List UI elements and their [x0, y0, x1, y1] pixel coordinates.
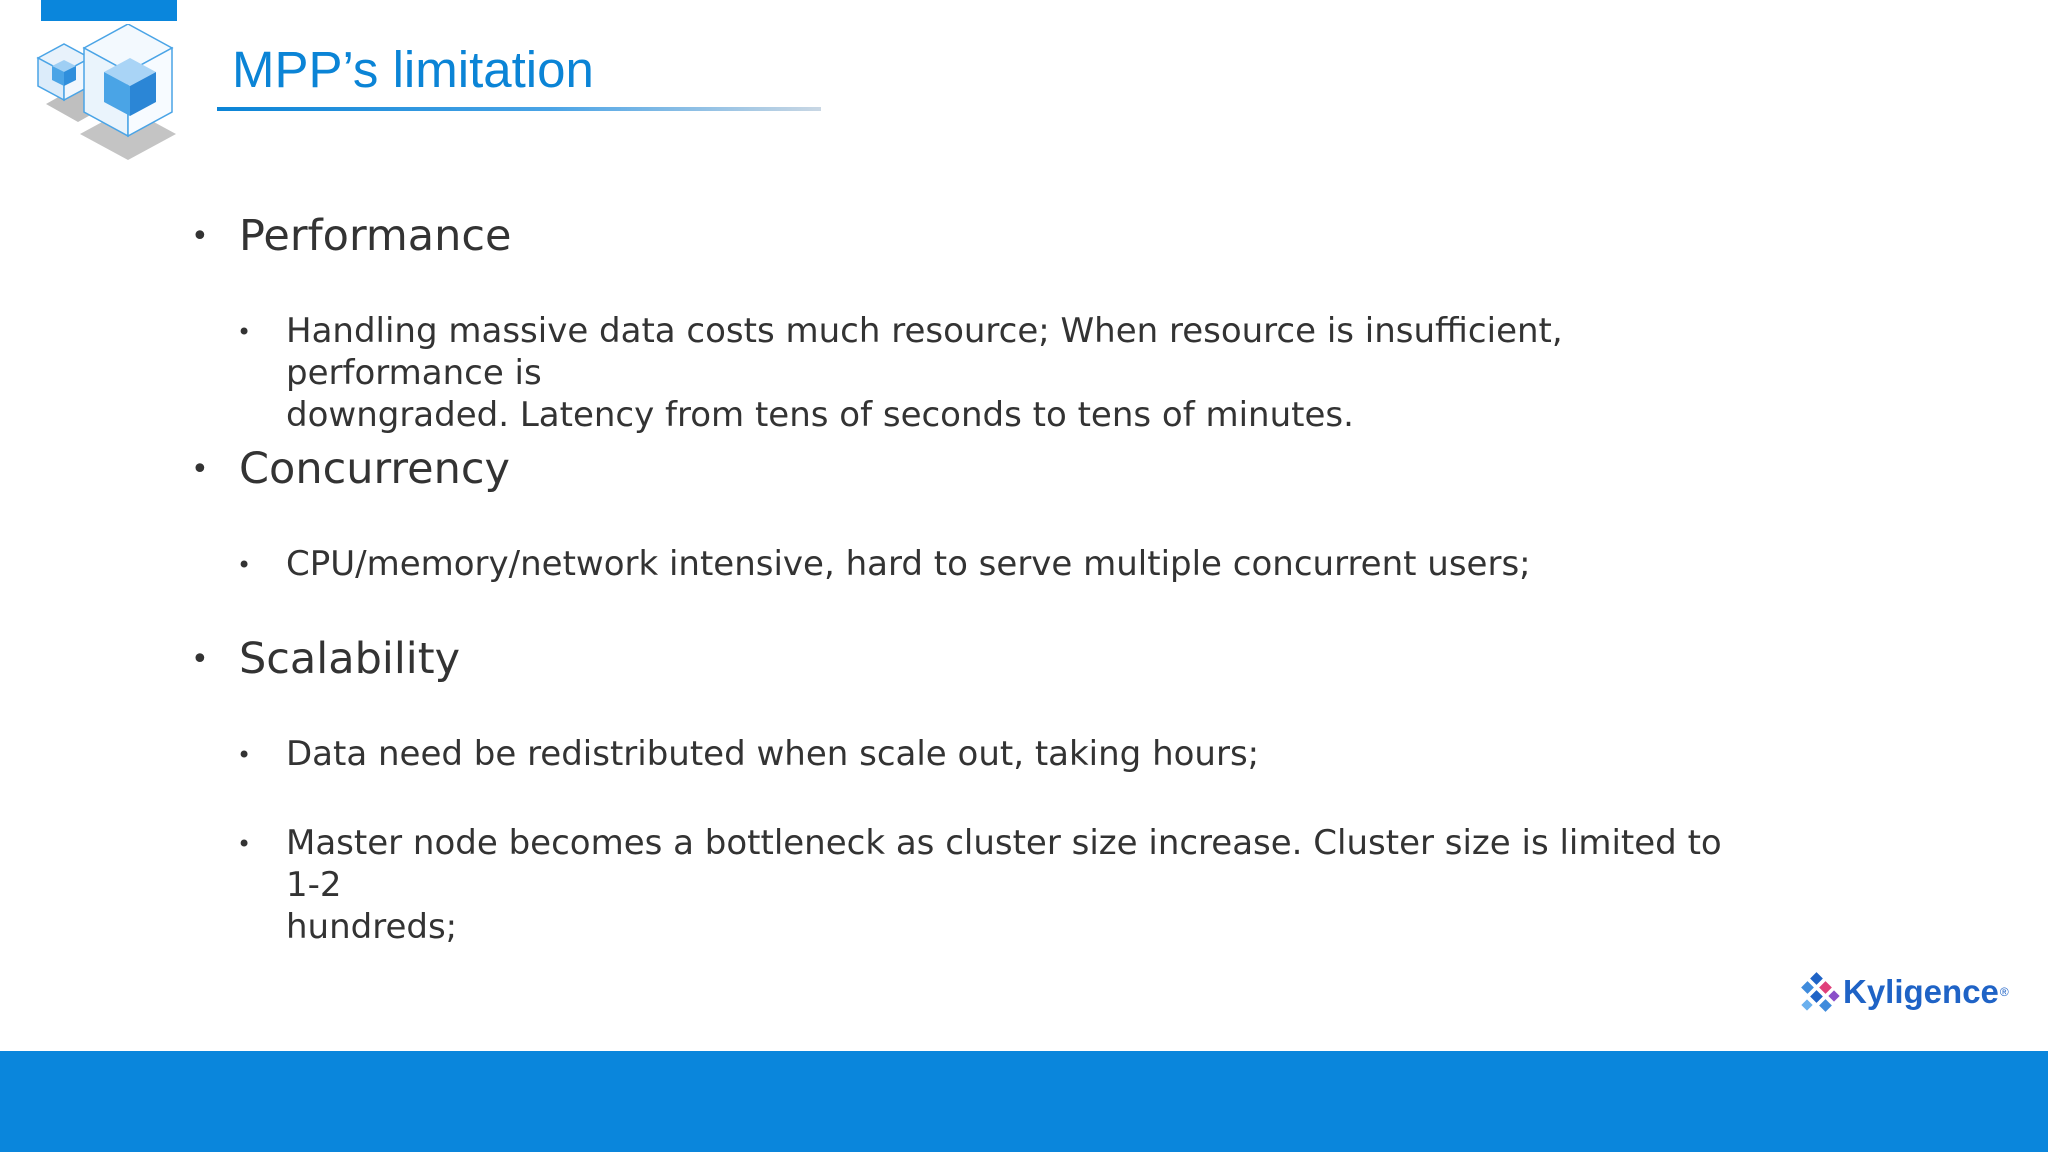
section-heading-concurrency: Concurrency [239, 444, 510, 494]
list-item-concurrency-1: CPU/memory/network intensive, hard to serve multiple concurrent users; [286, 544, 1531, 584]
bullet: • [191, 642, 209, 677]
bullet: • [237, 551, 252, 579]
slide-title: MPP’s limitation [232, 41, 594, 98]
section-heading-performance: Performance [239, 211, 512, 261]
kyligence-logo [1795, 970, 2009, 1020]
section-heading-scalability: Scalability [239, 634, 461, 684]
registered-mark: ® [1999, 985, 2009, 999]
brand-name: Kyligence® [1843, 973, 2009, 1010]
list-item-performance-1: Handling massive data costs much resource; When resource is insufficient, performance is downgraded. Latency from tens of seconds to tens of minutes. [286, 311, 1563, 435]
footer-bar [0, 1051, 2048, 1152]
bullet: • [237, 741, 252, 769]
bullet: • [191, 219, 209, 254]
diamond-grid-icon [1795, 972, 1841, 1018]
list-item-scalability-1: Data need be redistributed when scale out, taking hours; [286, 734, 1260, 774]
bullet: • [237, 318, 252, 346]
list-item-scalability-2: Master node becomes a bottleneck as cluster size increase. Cluster size is limited to 1-2 hundreds; [286, 823, 1722, 947]
bullet: • [191, 452, 209, 487]
bullet: • [237, 830, 252, 858]
